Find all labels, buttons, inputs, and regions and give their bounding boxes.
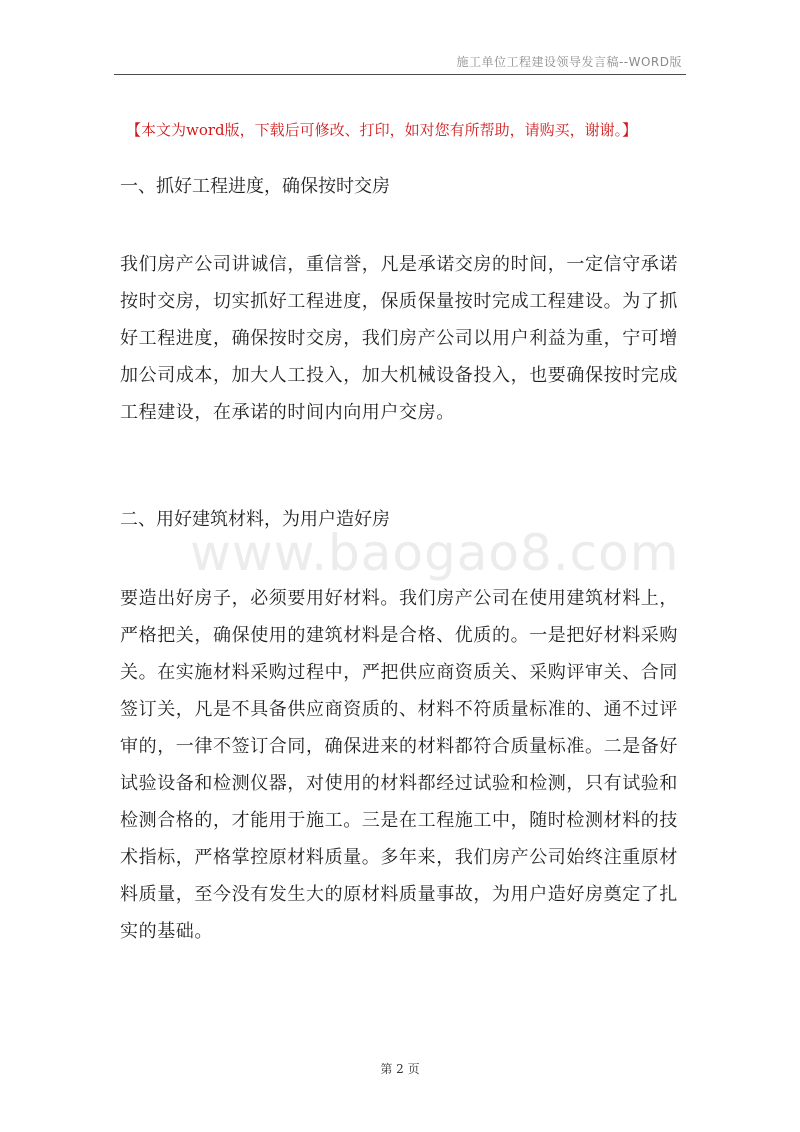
paragraph-line: 检测合格的，才能用于施工。三是在工程施工中，随时检测材料的技 <box>120 810 678 831</box>
paragraph-line: 实的基础。 <box>120 921 213 942</box>
paragraph-line: 工程建设，在承诺的时间内向用户交房。 <box>120 402 455 423</box>
paragraph-line: 审的，一律不签订合同，确保进来的材料都符合质量标准。二是备好 <box>120 736 678 757</box>
paragraph-line: 按时交房，切实抓好工程进度，保质保量按时完成工程建设。为了抓 <box>120 291 678 312</box>
paragraph-line: 严格把关，确保使用的建筑材料是合格、优质的。一是把好材料采购 <box>120 625 678 646</box>
watermark: www.baogao8.com <box>190 524 680 582</box>
section-paragraph-1 <box>120 246 685 431</box>
running-header: 施工单位工程建设领导发言稿--WORD版 <box>456 55 682 69</box>
paragraph-line: 我们房产公司讲诚信，重信誉，凡是承诺交房的时间，一定信守承诺 <box>120 254 678 275</box>
paragraph-line: 加公司成本，加大人工投入，加大机械设备投入，也要确保按时完成 <box>120 365 678 386</box>
section-paragraph-2 <box>120 580 685 950</box>
header-divider <box>114 74 686 75</box>
download-notice: 【本文为word版，下载后可修改、打印，如对您有所帮助，请购买，谢谢。】 <box>126 121 638 139</box>
paragraph-line: 签订关，凡是不具备供应商资质的、材料不符质量标准的、通不过评 <box>120 699 678 720</box>
section-heading-2: 二、用好建筑材料，为用户造好房 <box>120 509 390 530</box>
paragraph-line: 试验设备和检测仪器，对使用的材料都经过试验和检测，只有试验和 <box>120 773 678 794</box>
paragraph-line: 料质量，至今没有发生大的原材料质量事故，为用户造好房奠定了扎 <box>120 884 678 905</box>
paragraph-line: 要造出好房子，必须要用好材料。我们房产公司在使用建筑材料上， <box>120 588 678 609</box>
paragraph-line: 术指标，严格掌控原材料质量。多年来，我们房产公司始终注重原材 <box>120 847 678 868</box>
section-heading-1: 一、抓好工程进度，确保按时交房 <box>120 176 390 197</box>
page-number: 第 2 页 <box>380 1062 420 1076</box>
paragraph-line: 关。在实施材料采购过程中，严把供应商资质关、采购评审关、合同 <box>120 662 678 683</box>
paragraph-line: 好工程进度，确保按时交房，我们房产公司以用户利益为重，宁可增 <box>120 328 678 349</box>
